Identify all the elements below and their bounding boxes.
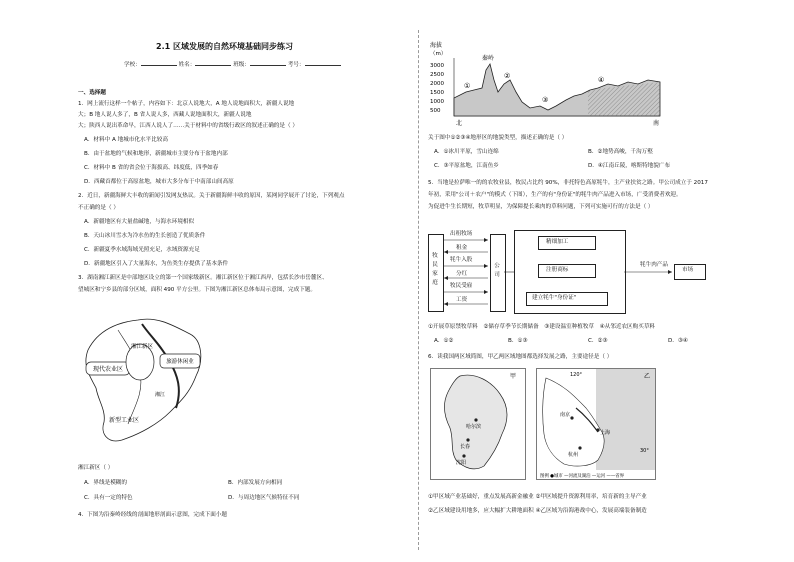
q1-stem-line2: 大；B 地人说人多了，B 省人说人多，西藏人说地面积大，新疆人说地 bbox=[78, 112, 252, 118]
terrain-profile-chart bbox=[428, 40, 668, 128]
q5-options-line: ①开展草原禁牧草料 ②储存草季节长期储备 ③建设温室种植牧草 ④从邻近农区购买草料 bbox=[428, 324, 656, 330]
section-heading: 一、选择题 bbox=[78, 90, 106, 96]
q3-option-b[interactable]: B．内部发展方向相同 bbox=[228, 480, 283, 486]
north-label: 北 bbox=[456, 120, 463, 127]
q4-stem: 4．下图为沿秦岭经线的剖面地形剖面示意图，完成下面小题 bbox=[78, 512, 227, 518]
name-field[interactable] bbox=[195, 59, 231, 66]
tourism-label: 旅游休闲业 bbox=[166, 359, 194, 365]
q1-stem-line1: 1．网上流行这样一个帖子，内容如下：北京人说地大，A 地人说地面积大，新疆人说地 bbox=[78, 101, 295, 107]
q1-option-d[interactable]: D．西藏首都位于高原盆地，城市大多分布于中南部山间高原 bbox=[84, 179, 234, 185]
product-label: 牦牛肉产品 bbox=[640, 262, 668, 268]
q3-question: 湘江新区（ ） bbox=[78, 465, 114, 471]
q3-option-c[interactable]: C．具有一定的特色 bbox=[84, 495, 133, 501]
south-label: 南 bbox=[653, 120, 660, 127]
profile-tick-2500: 2500 bbox=[430, 72, 444, 78]
page-title: 2.1 区域发展的自然环境基础同步练习 bbox=[156, 42, 293, 51]
q3-stem-line1: 3．湖南湘江新区是中部地区设立的第一个国家级新区。湘江新区位于湘江西岸，包括长沙市岳麓区、 bbox=[78, 275, 328, 281]
profile-tick-1500: 1500 bbox=[430, 90, 444, 96]
q6-stem: 6．读我国两区域简图，甲乙两区域地图都选择发展之路，主要途径是（ ） bbox=[428, 354, 613, 360]
student-info-row bbox=[124, 59, 341, 69]
school-label: 学校： bbox=[124, 62, 141, 68]
q2-option-b[interactable]: B．天山冰川雪水为冷水鱼的生长创造了优质条件 bbox=[84, 233, 206, 239]
q5-option-a[interactable]: A．①② bbox=[434, 338, 454, 344]
column-divider bbox=[418, 30, 419, 550]
new-area-label: 湘江新区 bbox=[130, 344, 154, 350]
marker-1: ① bbox=[464, 82, 471, 90]
profile-tick-1000: 1000 bbox=[430, 99, 444, 105]
q1-option-b[interactable]: B．由于盆地的气候和地形，新疆城市主要分布于盆地内部 bbox=[84, 151, 228, 157]
region-map-jia bbox=[430, 368, 526, 480]
q5-option-c[interactable]: C．②③ bbox=[588, 338, 608, 344]
q5-stem-line2: 年初，采用"公司＋农户"的模式（下图），生产的有"身份证"的牦牛肉产品进入市场，广受消费者欢迎。 bbox=[428, 192, 682, 198]
flow-label-wages: 工资 bbox=[456, 297, 468, 303]
flow-label-dividend: 分红 bbox=[456, 271, 468, 277]
q1-stem-line3: 大；陕西人说出革命早，江西人说人了……关于材料中的省级行政区的叙述正确的是（ ） bbox=[78, 123, 298, 129]
herder-label: 牧民家庭 bbox=[432, 253, 438, 286]
city-label-changchun: 长春 bbox=[460, 444, 471, 450]
city-dot-nanjing bbox=[570, 416, 573, 419]
sea-area bbox=[596, 369, 655, 473]
q6-option-line1: ①甲区域产业基础好，重点发展高新金融业 ②甲区域提升资源利用率，培育新的主导产业 bbox=[428, 494, 647, 500]
marker-2: ② bbox=[504, 72, 511, 80]
q4a-option-b[interactable]: B．②地势高峻，千沟万壑 bbox=[588, 149, 653, 155]
flow-label-rent: 租金 bbox=[456, 245, 468, 251]
q5-stem-line3: 为促进牛生长期短，牧草明显，为保障提长乘肉的草料问题，下列可实施可行的方法是（ ） bbox=[428, 204, 654, 210]
city-label-shanghai: 上海 bbox=[600, 430, 611, 436]
class-field[interactable] bbox=[250, 59, 286, 66]
xiangjiang-new-area-map bbox=[78, 300, 228, 450]
qinling-label: 秦岭 bbox=[482, 55, 495, 62]
school-field[interactable] bbox=[141, 59, 177, 66]
profile-tick-3000: 3000 bbox=[430, 63, 444, 69]
modern-agri-label: 现代农业区 bbox=[92, 366, 124, 373]
q2-stem-line2: 不正确的是（ ） bbox=[78, 205, 119, 211]
flow-label-yak-share: 牦牛入股 bbox=[450, 257, 473, 263]
map-yi-legend: 图例 ●城市 —河流及湖泊 —运河 ——省界 bbox=[540, 474, 625, 479]
plateau-hatch bbox=[588, 82, 660, 116]
q3-option-a[interactable]: A．界线是模糊的 bbox=[84, 480, 127, 486]
name-label: 姓名： bbox=[178, 62, 196, 68]
flow-label-hired: 牧民受雇 bbox=[450, 283, 473, 289]
class-label: 班级： bbox=[233, 62, 250, 68]
q5-option-b[interactable]: B．①③ bbox=[508, 338, 528, 344]
yak-business-flow-diagram bbox=[428, 228, 758, 314]
q2-option-c[interactable]: C．新疆夏季水域海域光照充足，水域资源充足 bbox=[84, 247, 200, 253]
process-id-label: 建立牦牛"身份证" bbox=[532, 295, 577, 301]
city-label-harbin: 哈尔滨 bbox=[466, 424, 482, 430]
city-dot-changchun bbox=[466, 438, 469, 441]
map-yi-coord2: 30° bbox=[640, 448, 649, 454]
q1-option-a[interactable]: A．材料中 A 地城市化水平比较高 bbox=[84, 137, 168, 143]
city-dot-shenyang bbox=[462, 454, 465, 457]
q5-stem-line1: 5．当地是拉萨唯一的的农牧业县，牧民占比约 90%，非托特色高原牦牛，主产业扶贫之路。甲公司成立于 2017 bbox=[428, 180, 708, 186]
process-fine-label: 精细加工 bbox=[546, 239, 569, 245]
profile-ylabel-1: 海拔 bbox=[430, 42, 443, 49]
q2-option-a[interactable]: A．新疆地区有大量盐碱地，与海水环境相似 bbox=[84, 219, 195, 225]
process-trademark-label: 注册商标 bbox=[546, 267, 569, 273]
profile-ylabel-2: （m） bbox=[430, 51, 447, 57]
map-yi-coord: 120° bbox=[570, 372, 583, 378]
q3-stem-line2: 望城区和宁乡县的部分区域，面积 490 平方公里。下图为湘江新区总体布局示意图，完成下题。 bbox=[78, 287, 316, 293]
city-dot-hangzhou bbox=[578, 446, 581, 449]
city-label-shenyang: 沈阳 bbox=[456, 460, 467, 466]
q4a-option-c[interactable]: C．③平原盆地，江南鱼乡 bbox=[434, 163, 499, 169]
map-yi-title: 乙 bbox=[644, 373, 651, 380]
marker-3: ③ bbox=[542, 96, 549, 104]
new-area-outline bbox=[86, 319, 201, 441]
region-map-yi bbox=[536, 368, 656, 480]
city-label-hangzhou: 杭州 bbox=[568, 452, 579, 458]
profile-tick-500: 500 bbox=[430, 108, 441, 114]
map-jia-title: 甲 bbox=[510, 373, 517, 380]
q3-option-d[interactable]: D．与周边地区气候特征不同 bbox=[228, 495, 300, 501]
company-label: 公司 bbox=[494, 263, 500, 278]
q4a-option-d[interactable]: D．④江南丘陵，喀斯特地貌广布 bbox=[588, 163, 671, 169]
market-label: 市场 bbox=[682, 267, 694, 273]
city-label-nanjing: 南京 bbox=[560, 412, 571, 418]
profile-tick-2000: 2000 bbox=[430, 81, 444, 87]
flow-label-rent-pasture: 出租牧场 bbox=[450, 231, 473, 237]
q6-option-line2: ②乙区域建设用地多，应大幅扩大耕地面积 ④乙区域为沿海港战中心，发展高端装备制造 bbox=[428, 508, 647, 514]
q5-option-d[interactable]: D．③④ bbox=[668, 338, 688, 344]
new-industry-label: 新型工业区 bbox=[108, 417, 140, 424]
q2-option-d[interactable]: D．新疆地区引入了大量海水，为鱼类生存提供了基本条件 bbox=[84, 261, 229, 267]
examno-label: 考号： bbox=[287, 62, 305, 68]
q2-stem-line1: 2．近日，新疆海鲜大丰收的新闻引发网友热议。关于新疆海鲜丰收的原因，某网同学展开了讨论，下列观点 bbox=[78, 193, 345, 199]
flow-arrows-right bbox=[504, 228, 674, 314]
city-dot-harbin bbox=[474, 418, 477, 421]
examno-field[interactable] bbox=[305, 59, 341, 66]
marker-4: ④ bbox=[598, 76, 605, 84]
q4a-option-a[interactable]: A．①冰川平原，雪山连绵 bbox=[434, 149, 499, 155]
q1-option-c[interactable]: C．材料中 B 省的省会位于海拔高、纬度低，四季如春 bbox=[84, 165, 219, 171]
q4a-stem: 关于图中①②③④地形区的地貌类型，描述正确的是（ ） bbox=[428, 135, 568, 141]
xiangjiang-label: 湘江 bbox=[154, 392, 166, 398]
